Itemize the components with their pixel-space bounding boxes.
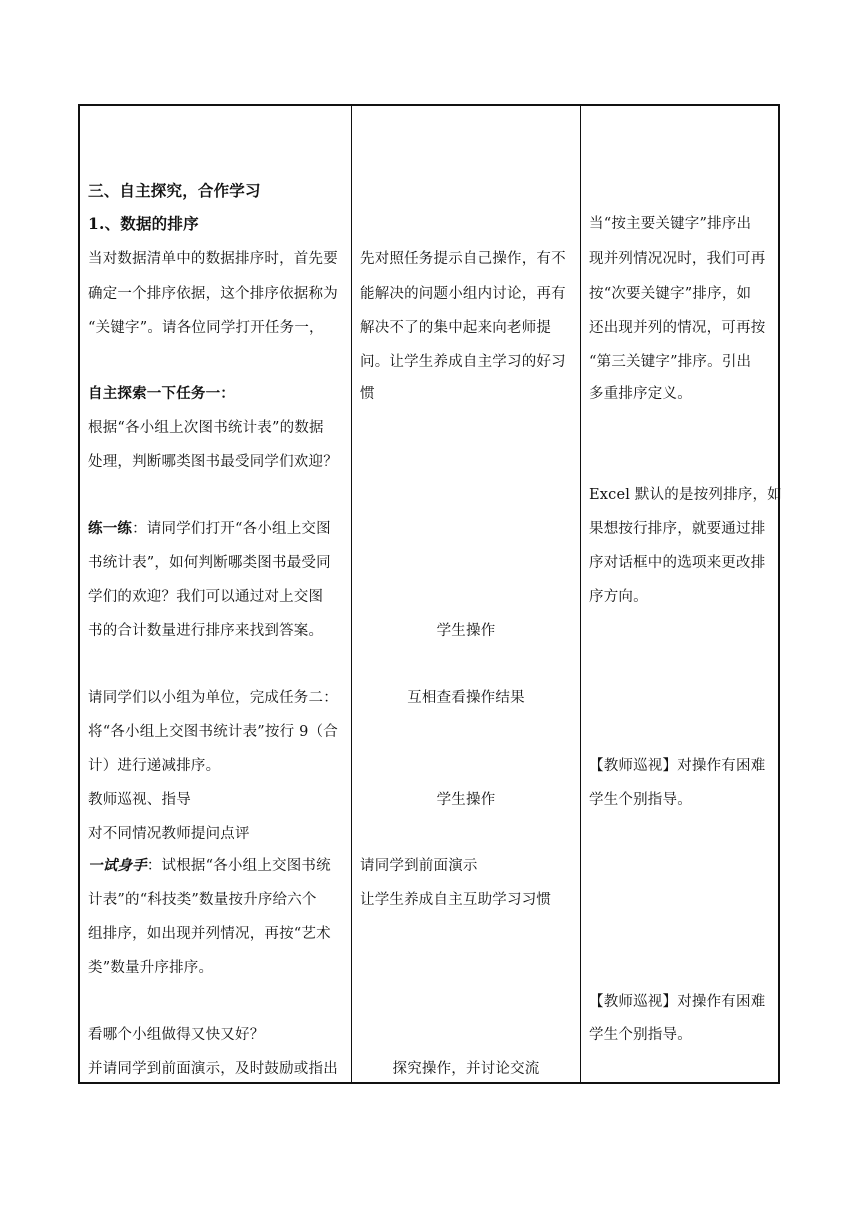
col3-text-line: Excel 默认的是按列排序，如 xyxy=(589,487,782,503)
col3-text-line: 【教师巡视】对操作有困难 xyxy=(589,994,766,1010)
col1-text-line: 类”数量升序排序。 xyxy=(88,960,214,976)
practice-text: ：请同学们打开“各小组上交图 xyxy=(132,521,331,537)
col1-text-line: “关键字”。请各位同学打开任务一， xyxy=(88,320,324,336)
col3-text-line: 按“次要关键字”排序，如 xyxy=(589,286,752,302)
col2-text-line: 问。让学生养成自主学习的好习 xyxy=(360,354,566,370)
section-heading: 三、自主探究，合作学习 xyxy=(88,181,261,200)
col2-text-line: 先对照任务提示自己操作，有不 xyxy=(360,251,566,267)
col2-text-line: 请同学到前面演示 xyxy=(360,858,478,874)
col1-text-line: 请同学们以小组为单位，完成任务二： xyxy=(88,690,338,706)
col1-text-line: 计）进行递减排序。 xyxy=(88,758,221,774)
practice-label: 练一练 xyxy=(88,520,133,537)
col1-text-line: 确定一个排序依据，这个排序依据称为 xyxy=(88,286,338,302)
col1-text-line: 教师巡视、指导 xyxy=(88,792,191,808)
col1-text-line: 对不同情况教师提问点评 xyxy=(88,826,250,842)
col3-text-line: 【教师巡视】对操作有困难 xyxy=(589,758,766,774)
try-line xyxy=(88,856,331,876)
practice-line xyxy=(88,519,331,539)
subsection-heading: 1.、数据的排序 xyxy=(88,214,199,233)
col2-text-line: 互相查看操作结果 xyxy=(407,690,525,706)
col2-text-line: 让学生养成自主互助学习习惯 xyxy=(360,892,552,908)
col1-text-line: 书的合计数量进行排序来找到答案。 xyxy=(88,623,324,639)
col1-text-line: 看哪个小组做得又快又好？ xyxy=(88,1027,265,1043)
col3-text-line: 现并列情况况时，我们可再 xyxy=(589,251,766,267)
column-divider xyxy=(351,106,352,1082)
try-text: ：试根据“各小组上交图书统 xyxy=(146,858,331,874)
col1-text-line: 处理，判断哪类图书最受同学们欢迎？ xyxy=(88,454,338,470)
col3-text-line: 果想按行排序，就要通过排 xyxy=(589,521,766,537)
col3-text-line: 序对话框中的选项来更改排 xyxy=(589,555,766,571)
col1-text-line: 并请同学到前面演示，及时鼓励或指出 xyxy=(88,1061,338,1077)
col2-text-line: 解决不了的集中起来向老师提 xyxy=(360,320,552,336)
col1-text-line: 将“各小组上交图书统计表”按行 9（合 xyxy=(88,724,338,740)
column-divider xyxy=(580,106,581,1082)
col2-text-line: 探究操作，并讨论交流 xyxy=(392,1061,540,1077)
col3-text-line: “第三关键字”排序。引出 xyxy=(589,354,752,370)
col2-text-line: 惯 xyxy=(360,386,375,402)
try-label: 一试身手 xyxy=(88,857,147,874)
task1-title: 自主探索一下任务一： xyxy=(88,385,235,402)
col1-text-line: 组排序，如出现并列情况，再按“艺术 xyxy=(88,926,331,942)
col1-text-line: 当对数据清单中的数据排序时，首先要 xyxy=(88,251,338,267)
col1-text-line: 计表”的“科技类”数量按升序给六个 xyxy=(88,892,317,908)
col1-text-line: 书统计表”，如何判断哪类图书最受同 xyxy=(88,555,331,571)
col3-text-line: 学生个别指导。 xyxy=(589,1027,692,1043)
col3-text-line: 多重排序定义。 xyxy=(589,386,692,402)
col3-text-line: 当“按主要关键字”排序出 xyxy=(589,216,752,232)
col2-text-line: 学生操作 xyxy=(436,792,496,808)
col1-text-line: 根据“各小组上次图书统计表”的数据 xyxy=(88,420,324,436)
col3-text-line: 学生个别指导。 xyxy=(589,792,692,808)
col3-text-line: 序方向。 xyxy=(589,589,648,605)
col2-text-line: 能解决的问题小组内讨论，再有 xyxy=(360,286,566,302)
col1-text-line: 学们的欢迎？我们可以通过对上交图 xyxy=(88,589,324,605)
col3-text-line: 还出现并列的情况，可再按 xyxy=(589,320,766,336)
col2-text-line: 学生操作 xyxy=(436,623,496,639)
